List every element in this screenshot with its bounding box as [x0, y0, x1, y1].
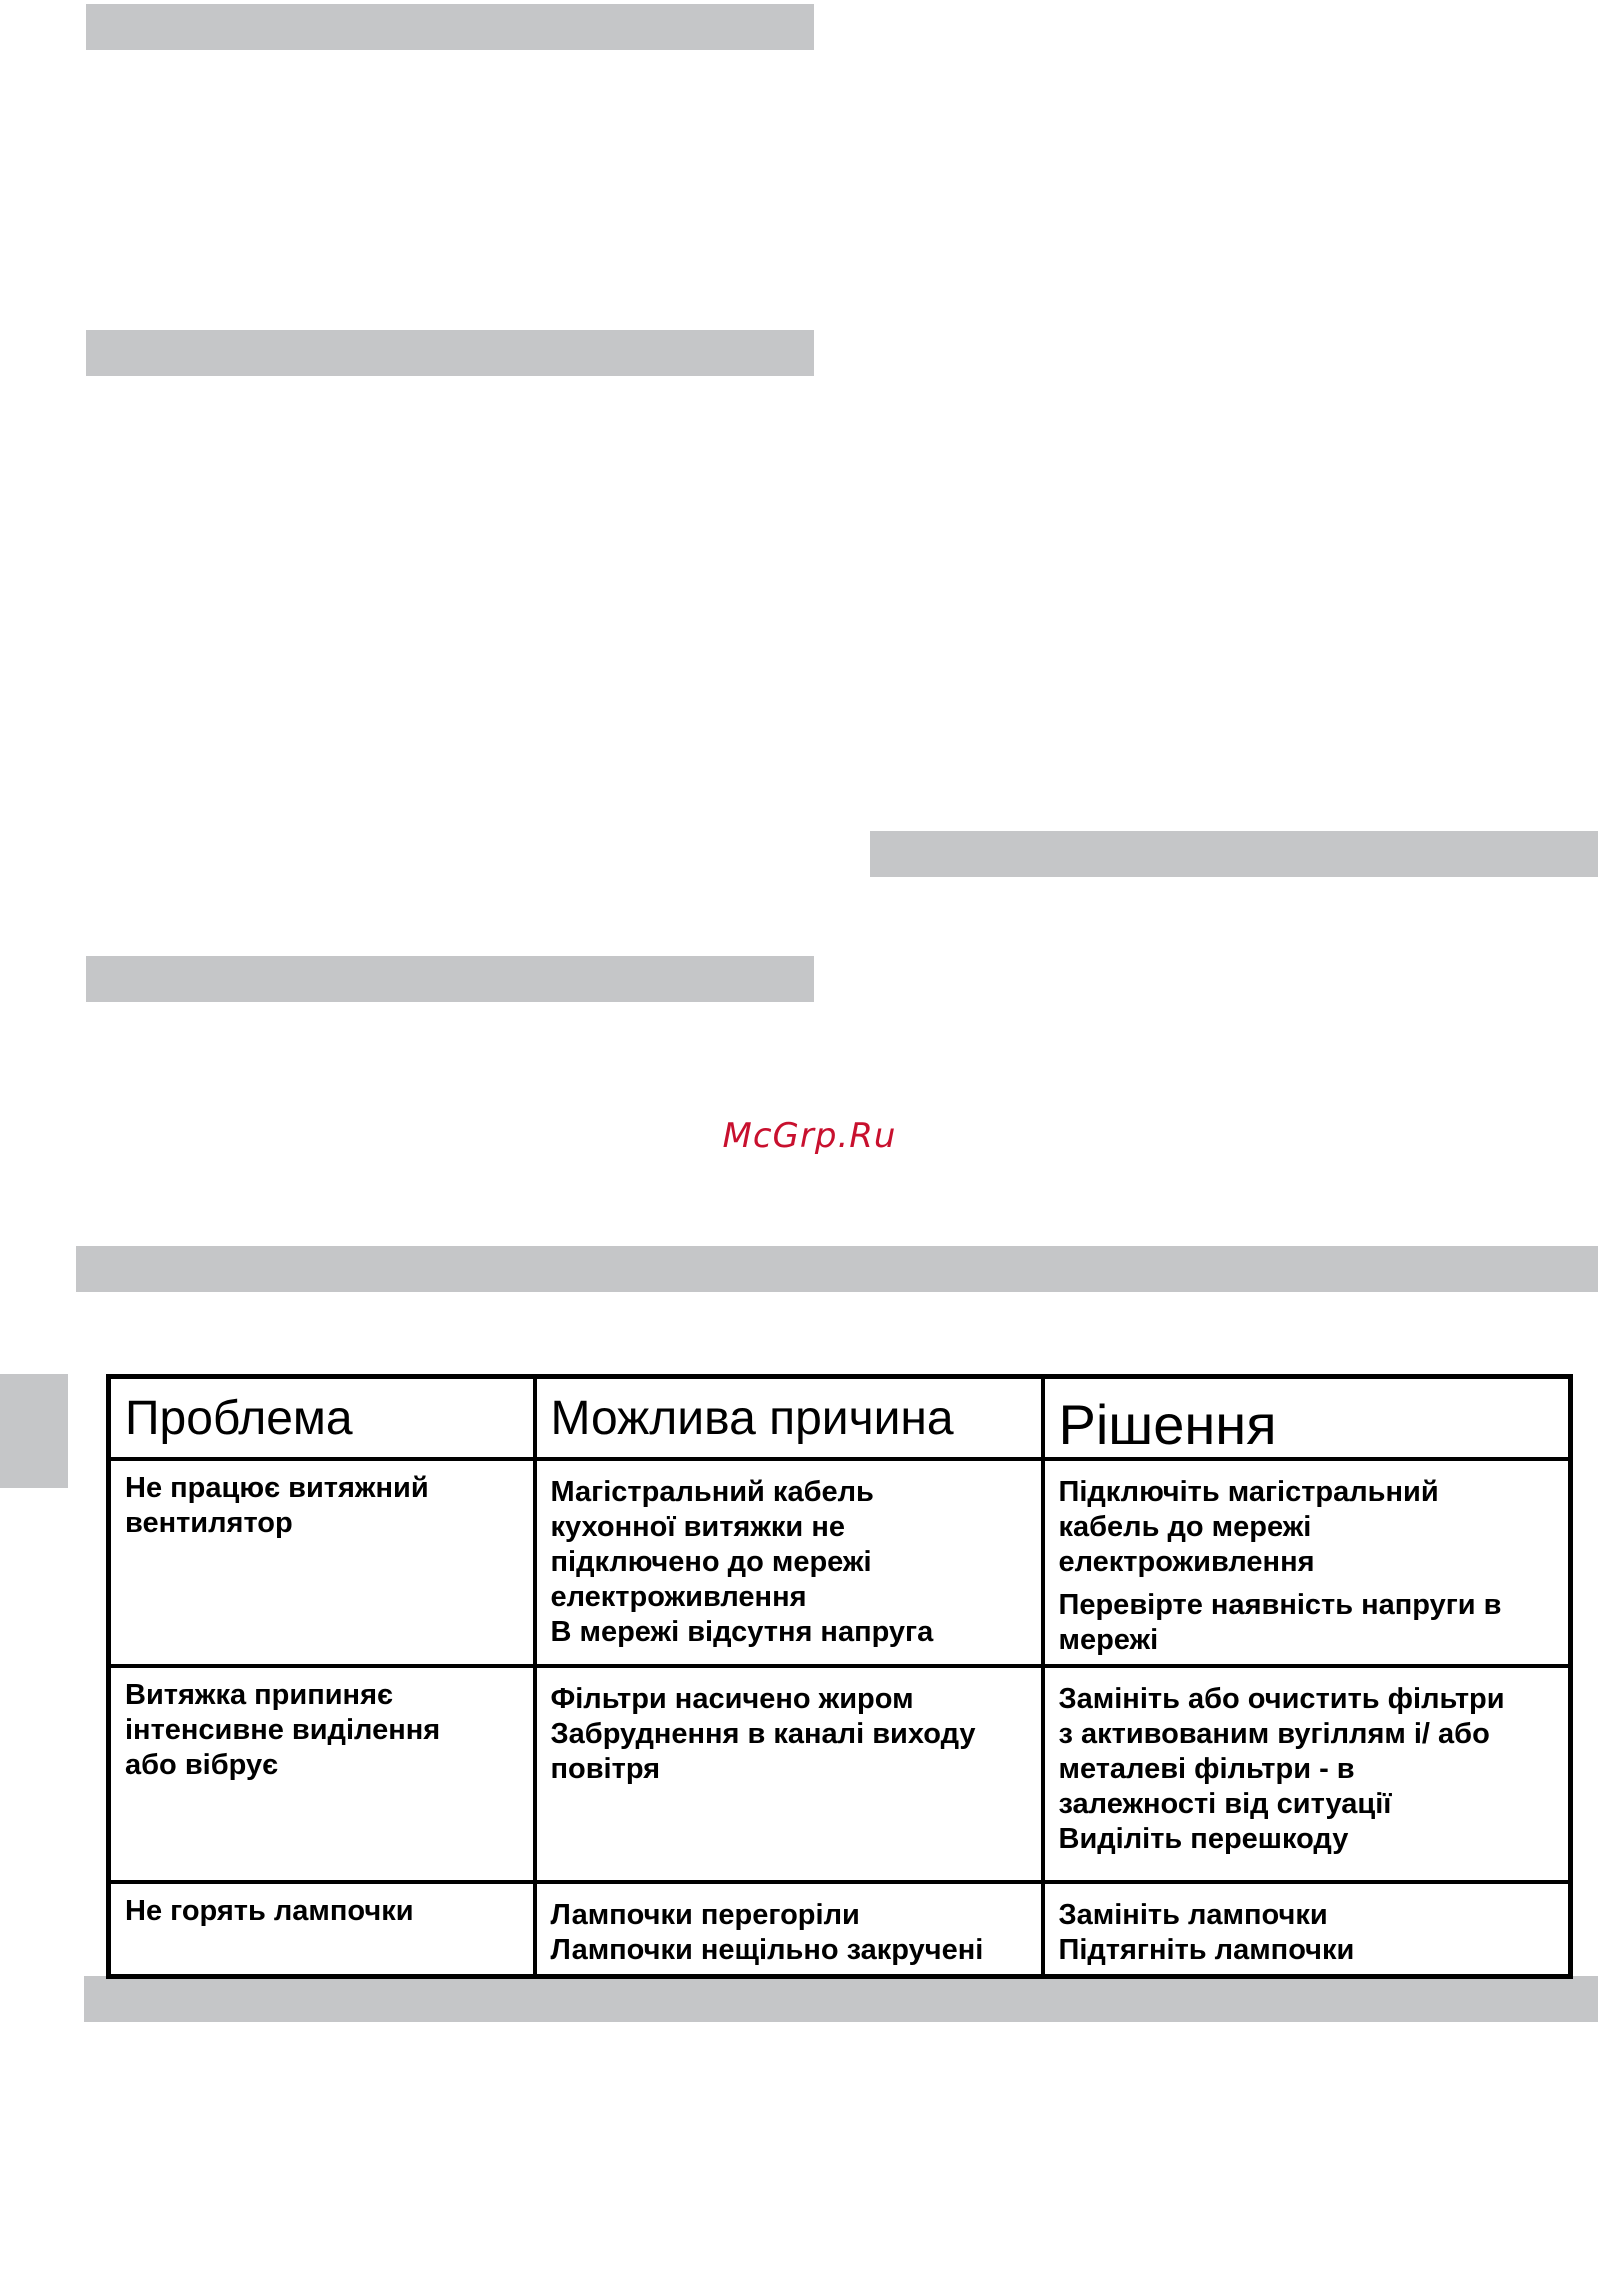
- watermark: McGrp.Ru: [722, 1116, 897, 1156]
- solution-line: Замініть або очистить фільтри: [1058, 1683, 1505, 1715]
- section-header-bar-1: [86, 4, 814, 50]
- problem-line: Не горять лампочки: [125, 1895, 414, 1927]
- cause-line: підключено до мережі: [550, 1546, 872, 1578]
- cause-line: Забруднення в каналі виходу: [550, 1718, 976, 1750]
- problem-line: вентилятор: [125, 1507, 293, 1539]
- table-row: [109, 1459, 1571, 1666]
- cause-line: електроживлення: [550, 1581, 807, 1613]
- cause-cell: [535, 1882, 1043, 1977]
- solution-line: металеві фільтри - в: [1058, 1753, 1355, 1785]
- problem-line: Витяжка припиняє: [125, 1679, 394, 1711]
- section-header-bar-2: [86, 330, 814, 376]
- problem-cell: [109, 1459, 535, 1666]
- solution-line: мережі: [1058, 1624, 1159, 1656]
- solution-cell: [1043, 1666, 1571, 1882]
- problem-line: інтенсивне виділення: [125, 1714, 441, 1746]
- solution-cell: [1043, 1459, 1571, 1666]
- problem-cell: [109, 1666, 535, 1882]
- troubleshooting-table: [106, 1374, 1573, 1979]
- solution-line: залежності від ситуації: [1058, 1788, 1392, 1820]
- cause-line: повітря: [550, 1753, 661, 1785]
- table-row: [109, 1882, 1571, 1977]
- solution-line: електроживлення: [1058, 1546, 1315, 1578]
- problem-cell: [109, 1882, 535, 1977]
- solution-line: Замініть лампочки: [1058, 1899, 1328, 1931]
- header-cause: Можлива причина: [535, 1377, 1043, 1460]
- table-header-row: [109, 1377, 1571, 1460]
- section-header-bar-3: [870, 831, 1598, 877]
- solution-line: Перевірте наявність напруги в: [1058, 1589, 1502, 1621]
- section-header-bar-bottom: [84, 1976, 1598, 2022]
- table-row: [109, 1666, 1571, 1882]
- cause-cell: [535, 1666, 1043, 1882]
- problem-line: Не працює витяжний: [125, 1472, 429, 1504]
- header-problem: Проблема: [109, 1377, 535, 1460]
- solution-line: кабель до мережі: [1058, 1511, 1312, 1543]
- header-solution: Рішення: [1043, 1377, 1571, 1460]
- problem-line: або вібрує: [125, 1749, 279, 1781]
- solution-line: з активованим вугіллям і/ або: [1058, 1718, 1490, 1750]
- cause-line: Магістральний кабель: [550, 1476, 874, 1508]
- solution-line: Підтягніть лампочки: [1058, 1934, 1355, 1966]
- page-side-tab: [0, 1374, 68, 1488]
- cause-line: Фільтри насичено жиром: [550, 1683, 914, 1715]
- section-header-bar-4: [86, 956, 814, 1002]
- cause-line: Лампочки нещільно закручені: [550, 1934, 984, 1966]
- solution-line: Виділіть перешкоду: [1058, 1823, 1349, 1855]
- cause-line: Лампочки перегоріли: [550, 1899, 860, 1931]
- cause-line: кухонної витяжки не: [550, 1511, 845, 1543]
- solution-cell: [1043, 1882, 1571, 1977]
- cause-cell: [535, 1459, 1043, 1666]
- cause-line: В мережі відсутня напруга: [550, 1616, 934, 1648]
- section-header-bar-wide: [76, 1246, 1598, 1292]
- solution-line: Підключіть магістральний: [1058, 1476, 1439, 1508]
